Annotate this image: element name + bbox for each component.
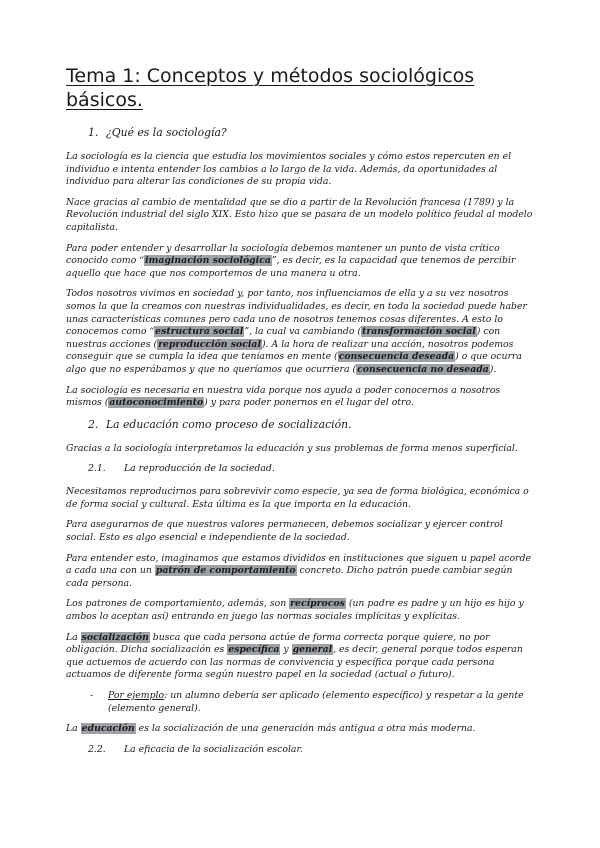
highlighted-term: consecuencia deseada: [338, 351, 455, 363]
bullet-text: : un alumno debería ser aplicado (elemento específico) y respetar a la gente (elemento general).: [108, 690, 524, 714]
subsection-heading-2-2: [66, 744, 534, 756]
text-run: Todos nosotros vivimos en sociedad y, por tanto, nos influenciamos de ella y a su vez nosotros somos la que la creamos con nuestras individualidades, es decir, en toda la sociedad puede haber unas características comunes pero cada uno de nosotros tenemos cosas diferentes. A esto lo conocemos como “: [66, 288, 527, 338]
highlighted-term: consecuencia no deseada: [357, 363, 489, 375]
text-run: y: [280, 644, 292, 656]
paragraph-7: Necesitamos reproducirnos para sobrevivir como especie, ya sea de forma biológica, económica o de forma social y cultural. Esta última es la que importa en la educación.: [66, 486, 529, 510]
text-run: La: [66, 631, 81, 643]
text-run: ). A la hora de realizar una acción, nosotros podemos conseguir que se cumpla la idea que teníamos en mente (: [66, 338, 514, 363]
subsection-heading-2-1: [66, 463, 534, 475]
highlighted-term: estructura social: [155, 326, 244, 338]
section-heading-text: ¿Qué es la sociología?: [106, 126, 227, 139]
text-run: ”, la cual va cambiando (: [244, 326, 362, 338]
text-run: ”, es decir, es la capacidad que tenemos de percibir aquello que hace que nos comportemos de una manera u otra.: [66, 255, 516, 279]
paragraph-4: [66, 288, 534, 376]
paragraph-6: Gracias a la sociología interpretamos la educación y sus problemas de forma menos superficial.: [66, 442, 518, 454]
highlighted-term: educación: [81, 723, 135, 735]
subsection-heading-text: La reproducción de la sociedad.: [124, 463, 275, 475]
highlighted-term: transformación social: [362, 326, 476, 338]
text-run: busca que cada persona actúe de forma correcta porque quiere, no por obligación. Dicha socialización es: [66, 631, 490, 656]
section-number: 1.: [88, 126, 99, 139]
section-heading-2: [66, 418, 534, 432]
section-number: 2.: [88, 417, 99, 431]
subsection-heading-text: La eficacia de la socialización escolar.: [124, 743, 303, 755]
text-run: Para entender esto, imaginamos que estamos divididos en instituciones que siguen u papel acorde a cada una con un: [66, 552, 531, 577]
text-run: Los patrones de comportamiento, además, son: [66, 598, 290, 610]
paragraph-1: La sociología es la ciencia que estudia los movimientos sociales y cómo estos repercuten en el individuo e intenta entender los cambios a lo largo de la vida. Además, da oportunidades al individuo para alterar las condiciones de su propia vida.: [66, 151, 512, 188]
subsection-number: 2.1.: [88, 463, 106, 475]
text-run: La: [66, 723, 81, 735]
paragraph-11: [66, 632, 534, 682]
highlighted-term: patrón de comportamiento: [155, 565, 296, 577]
bullet-dash: -: [90, 690, 94, 701]
section-heading-text: La educación como proceso de socialización.: [106, 417, 352, 431]
text-run: ) y para poder ponernos en el lugar del otro.: [204, 397, 414, 409]
text-run: , es decir, general porque todos esperan que actuemos de acuerdo con las normas de convivencia y específica porque cada persona actuamos de diferente forma según nuestro papel en la sociedad (actual o futuro).: [66, 644, 523, 681]
paragraph-3: [66, 243, 534, 281]
paragraph-2: Nace gracias al cambio de mentalidad que se dio a partir de la Revolución francesa (1789) y la Revolución industrial del siglo XIX. Esto hizo que se pasara de un modelo político feudal al modelo capitalista.: [66, 196, 533, 233]
paragraph-9: [66, 553, 534, 591]
highlighted-term: autoconocimiento: [109, 397, 204, 409]
highlighted-term: general: [292, 644, 333, 656]
text-run: La sociología es necesaria en nuestra vida porque nos ayuda a poder conocernos a nosotros mismos (: [66, 384, 501, 409]
highlighted-term: socialización: [81, 631, 149, 643]
paragraph-10: [66, 598, 534, 623]
text-run: concreto. Dicho patrón puede cambiar según cada persona.: [66, 565, 513, 589]
highlighted-term: específica: [228, 644, 280, 656]
subsection-number: 2.2.: [88, 743, 106, 755]
page-title: Tema 1: Conceptos y métodos sociológicos básicos.: [66, 65, 475, 111]
highlighted-term: recíprocos: [290, 598, 345, 610]
paragraph-5: [66, 385, 534, 410]
text-run: ) con nuestras acciones (: [66, 326, 501, 350]
highlighted-term: reproducción social: [158, 338, 261, 350]
paragraph-12: [66, 723, 534, 736]
highlighted-term: imaginación sociológica: [145, 255, 271, 267]
bullet-lead: Por ejemplo: [108, 690, 165, 701]
bullet-item: [66, 690, 534, 715]
text-run: Para poder entender y desarrollar la sociología debemos mantener un punto de vista crítico conocido como “: [66, 242, 500, 267]
paragraph-8: Para asegurarnos de que nuestros valores permanecen, debemos socializar y ejercer control social. Esto es algo esencial e independiente de la sociedad.: [66, 519, 503, 544]
section-heading-1: [66, 126, 534, 140]
text-run: es la socialización de una generación más antigua a otra más moderna.: [135, 723, 476, 735]
text-run: ) o que ocurra algo que no esperábamos y que no queríamos que ocurriera (: [66, 351, 522, 375]
text-run: (un padre es padre y un hijo es hijo y ambos lo aceptan así) entrando en juego las normas sociales implícitas y explícitas.: [66, 598, 524, 623]
text-run: ).: [489, 363, 497, 375]
